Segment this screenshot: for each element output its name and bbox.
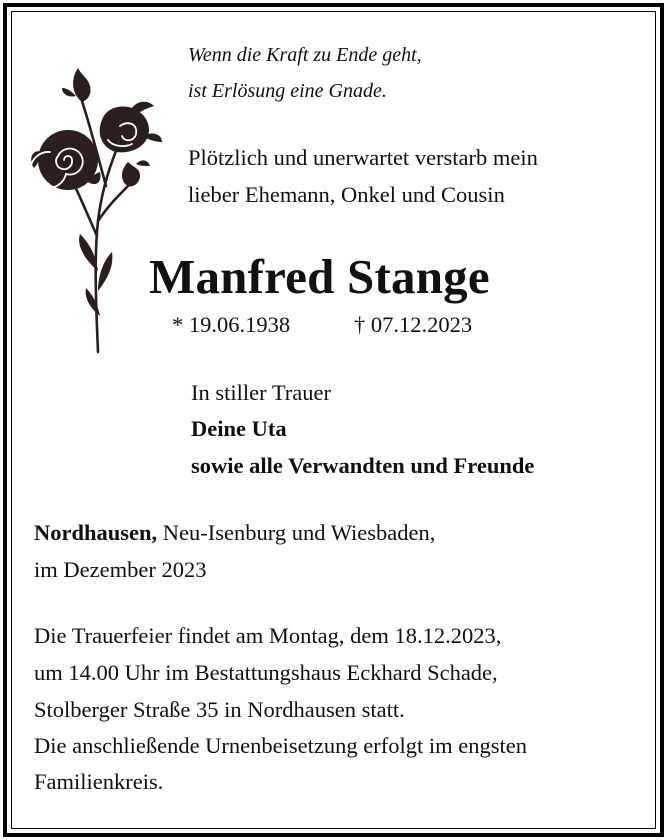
deceased-name: Manfred Stange xyxy=(149,249,490,304)
ceremony-line-3: Stolberger Straße 35 in Nordhausen statt. xyxy=(34,697,405,722)
mourner-relatives: sowie alle Verwandten und Freunde xyxy=(191,453,535,478)
motto-line-2: ist Erlösung eine Gnade. xyxy=(188,80,387,102)
place-line xyxy=(34,520,435,546)
death-date: † 07.12.2023 xyxy=(354,312,473,337)
place-cities-rest: Neu-Isenburg und Wiesbaden, xyxy=(162,520,436,545)
mourner-wife: Deine Uta xyxy=(191,416,287,441)
place-city-bold: Nordhausen, xyxy=(34,520,158,545)
intro-line-1: Plötzlich und unerwartet verstarb mein xyxy=(188,145,538,170)
ceremony-line-5: Familienkreis. xyxy=(34,769,164,794)
mourning-line: In stiller Trauer xyxy=(191,380,331,405)
motto-line-1: Wenn die Kraft zu Ende geht, xyxy=(188,44,422,66)
intro-line-2: lieber Ehemann, Onkel und Cousin xyxy=(188,182,505,207)
birth-date: * 19.06.1938 xyxy=(172,312,291,337)
ceremony-line-1: Die Trauerfeier findet am Montag, dem 18.12.2023, xyxy=(34,623,502,648)
date-line: im Dezember 2023 xyxy=(34,557,207,582)
ceremony-line-4: Die anschließende Urnenbeisetzung erfolgt im engsten xyxy=(34,733,527,758)
rose-icon xyxy=(28,56,163,356)
ceremony-line-2: um 14.00 Uhr im Bestattungshaus Eckhard Schade, xyxy=(34,660,498,685)
